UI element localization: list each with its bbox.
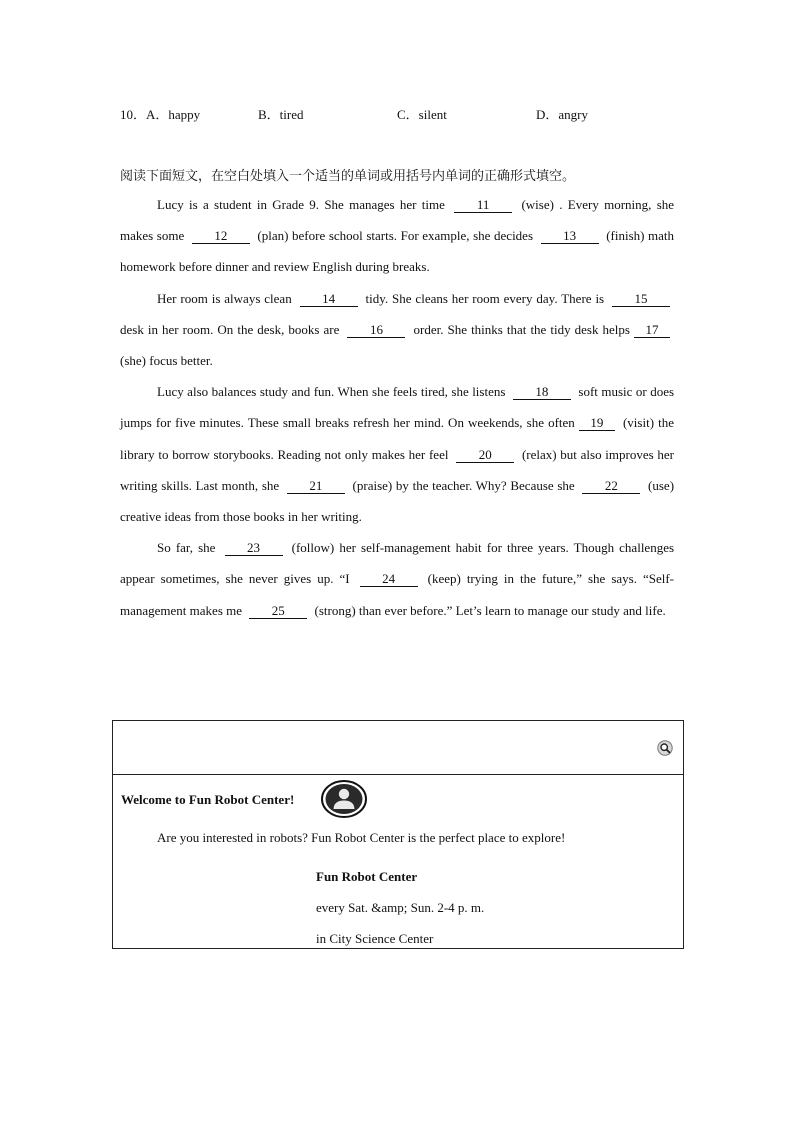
text: (wise) . Every morning, she makes some	[120, 197, 675, 244]
text: Lucy also balances study and fun. When she feels tired, she listens	[157, 384, 506, 400]
option-d: D．angry	[536, 107, 588, 122]
event-place: in City Science Center	[316, 931, 434, 946]
blank-23[interactable]: 23	[225, 541, 283, 556]
question-10	[120, 104, 680, 122]
blank-15[interactable]: 15	[612, 292, 670, 307]
avatar-icon	[321, 780, 367, 818]
paragraph-4	[120, 532, 674, 626]
welcome-heading: Welcome to Fun Robot Center!	[121, 792, 295, 807]
text: (visit) the library to borrow storybooks. Reading not only makes her feel	[120, 415, 674, 462]
center-name: Fun Robot Center	[316, 869, 418, 884]
blank-12[interactable]: 12	[192, 229, 250, 244]
option-a-text: A．happy	[146, 107, 201, 122]
blank-17[interactable]: 17	[634, 323, 670, 338]
blank-11[interactable]: 11	[454, 198, 512, 213]
text: Lucy is a student in Grade 9. She manages her time	[157, 197, 445, 212]
text: tidy. She cleans her room every day. There is	[365, 290, 605, 306]
text: (she) focus better.	[120, 353, 213, 369]
text: (praise) by the teacher. Why? Because she	[352, 477, 575, 493]
text: (plan) before school starts. For example, she decides	[257, 228, 534, 244]
paragraph-1	[120, 189, 674, 283]
text: desk in her room. On the desk, books are	[120, 321, 340, 337]
blank-22[interactable]: 22	[582, 479, 640, 494]
blank-24[interactable]: 24	[360, 572, 418, 587]
blank-20[interactable]: 20	[456, 448, 514, 463]
text: (use) creative ideas from those books in her writing.	[120, 477, 675, 525]
blank-25[interactable]: 25	[249, 604, 307, 619]
option-c: C．silent	[397, 107, 447, 122]
ad-header	[113, 721, 683, 775]
text: (follow) her self-management habit for three years. Though challenges appear sometimes, she never gives up. “I	[120, 540, 675, 587]
text: (strong) than ever before.” Let’s learn to manage our study and life.	[314, 602, 666, 618]
blank-19[interactable]: 19	[579, 416, 615, 431]
text: (finish) math homework before dinner and review English during breaks.	[120, 228, 675, 275]
text: (relax) but also improves her writing skills. Last month, she	[120, 446, 675, 493]
robot-center-ad	[112, 720, 684, 949]
blank-21[interactable]: 21	[287, 479, 345, 494]
option-a	[120, 104, 200, 123]
blank-16[interactable]: 16	[347, 323, 405, 338]
blank-14[interactable]: 14	[300, 292, 358, 307]
question-number: 10．	[120, 107, 147, 122]
passage	[120, 189, 674, 626]
text: So far, she	[157, 540, 216, 556]
blank-13[interactable]: 13	[541, 229, 599, 244]
option-b: B．tired	[258, 107, 304, 122]
intro-text: Are you interested in robots? Fun Robot Center is the perfect place to explore!	[157, 830, 566, 845]
text: soft music or does jumps for five minutes. These small breaks refresh her mind. On weekends, she often	[120, 384, 675, 431]
blank-18[interactable]: 18	[513, 385, 571, 400]
paragraph-2	[120, 283, 674, 377]
text: order. She thinks that the tidy desk helps	[413, 321, 630, 337]
search-icon[interactable]	[657, 740, 673, 756]
paragraph-3	[120, 376, 674, 532]
event-info	[316, 861, 484, 954]
text: Her room is always clean	[157, 290, 292, 306]
event-time: every Sat. &amp; Sun. 2-4 p. m.	[316, 900, 485, 915]
instructions: 阅读下面短文，在空白处填入一个适当的单词或用括号内单词的正确形式填空。	[120, 169, 576, 184]
text: (keep) trying in the future,” she says. “Self-management makes me	[120, 571, 675, 618]
